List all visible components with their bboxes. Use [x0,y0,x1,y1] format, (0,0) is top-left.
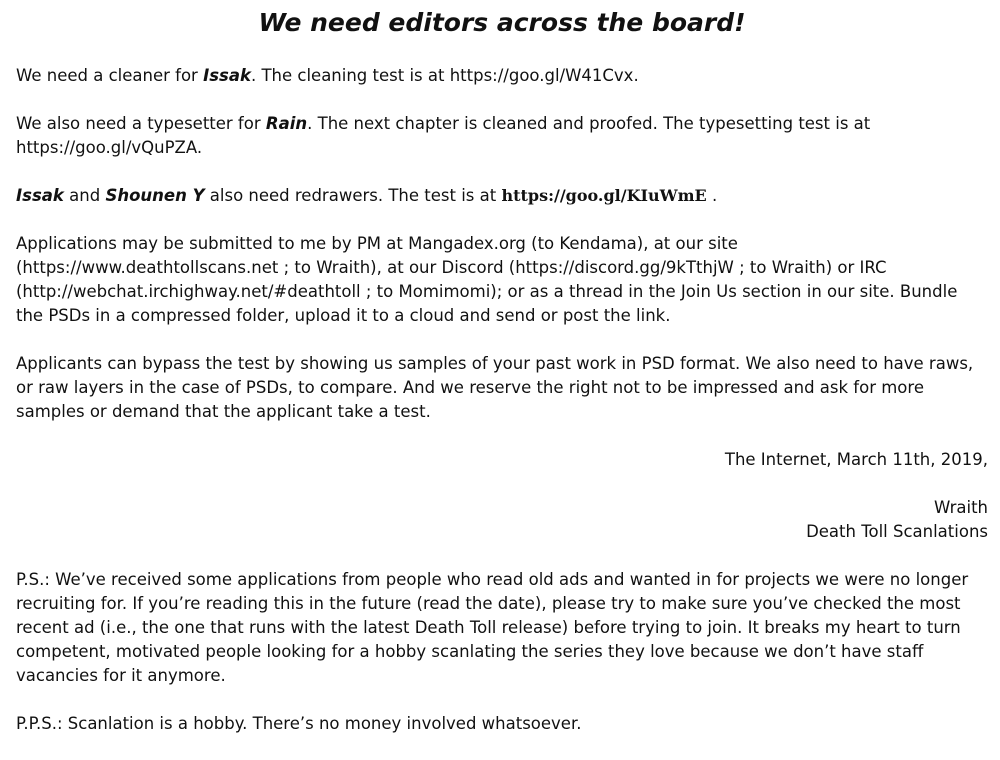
signature-block [16,496,988,544]
redrawers-mid-1: and [63,186,106,205]
signature-group: Death Toll Scanlations [806,522,988,541]
typesetter-text-pre: We also need a typesetter for [16,114,266,133]
recruitment-notice [16,6,988,760]
signature-name: Wraith [934,498,988,517]
ps-paragraph: P.S.: We’ve received some applications from people who read old ads and wanted in for projects we were no longer recruiting for. If you’re reading this in the future (read the date), please try to make sure you’ve checked the most recent ad (i.e., the one that runs with the latest Death Toll release) before trying to join. It breaks my heart to turn competent, motivated people looking for a hobby scanlating the series they love because we don’t have staff vacancies for it anymore. [16,570,969,685]
redrawers-project-1: Issak [16,186,64,205]
redrawers-test-link: https://goo.gl/KIuWmE [501,186,707,205]
typesetter-text-post: . The next chapter is cleaned and proofed. The typesetting test is at https://goo.gl/vQuPZA. [16,114,871,157]
page-title: We need editors across the board! [258,8,746,37]
cleaner-text-post: . The cleaning test is at https://goo.gl/W41Cvx. [250,66,639,85]
cleaner-project: Issak [203,66,251,85]
redrawers-paragraph [16,184,988,208]
pps-paragraph: P.P.S.: Scanlation is a hobby. There’s no money involved whatsoever. [16,714,582,733]
redrawers-mid-2: also need redrawers. The test is at [204,186,502,205]
signature-date: The Internet, March 11th, 2019, [724,450,988,469]
redrawers-text-post: . [706,186,718,205]
cleaner-text-pre: We need a cleaner for [16,66,204,85]
typesetter-paragraph [16,112,988,160]
typesetter-project: Rain [265,114,308,133]
applications-paragraph: Applications may be submitted to me by PM at Mangadex.org (to Kendama), at our site (https://www.deathtollscans.net ; to Wraith), at our Discord (https://discord.gg/9kTthjW ; to Wraith) or IRC (http://webchat.irchighway.net/#deathtoll ; to Momimomi); or as a thread in the Join Us section in our site. Bundle the PSDs in a compressed folder, upload it to a cloud and send or post the link. [16,234,958,325]
bypass-paragraph: Applicants can bypass the test by showing us samples of your past work in PSD format. We also need to have raws, or raw layers in the case of PSDs, to compare. And we reserve the right not to be impressed and ask for more samples or demand that the applicant take a test. [16,354,974,421]
redrawers-project-2: Shounen Y [105,186,205,205]
cleaner-paragraph [16,64,988,88]
